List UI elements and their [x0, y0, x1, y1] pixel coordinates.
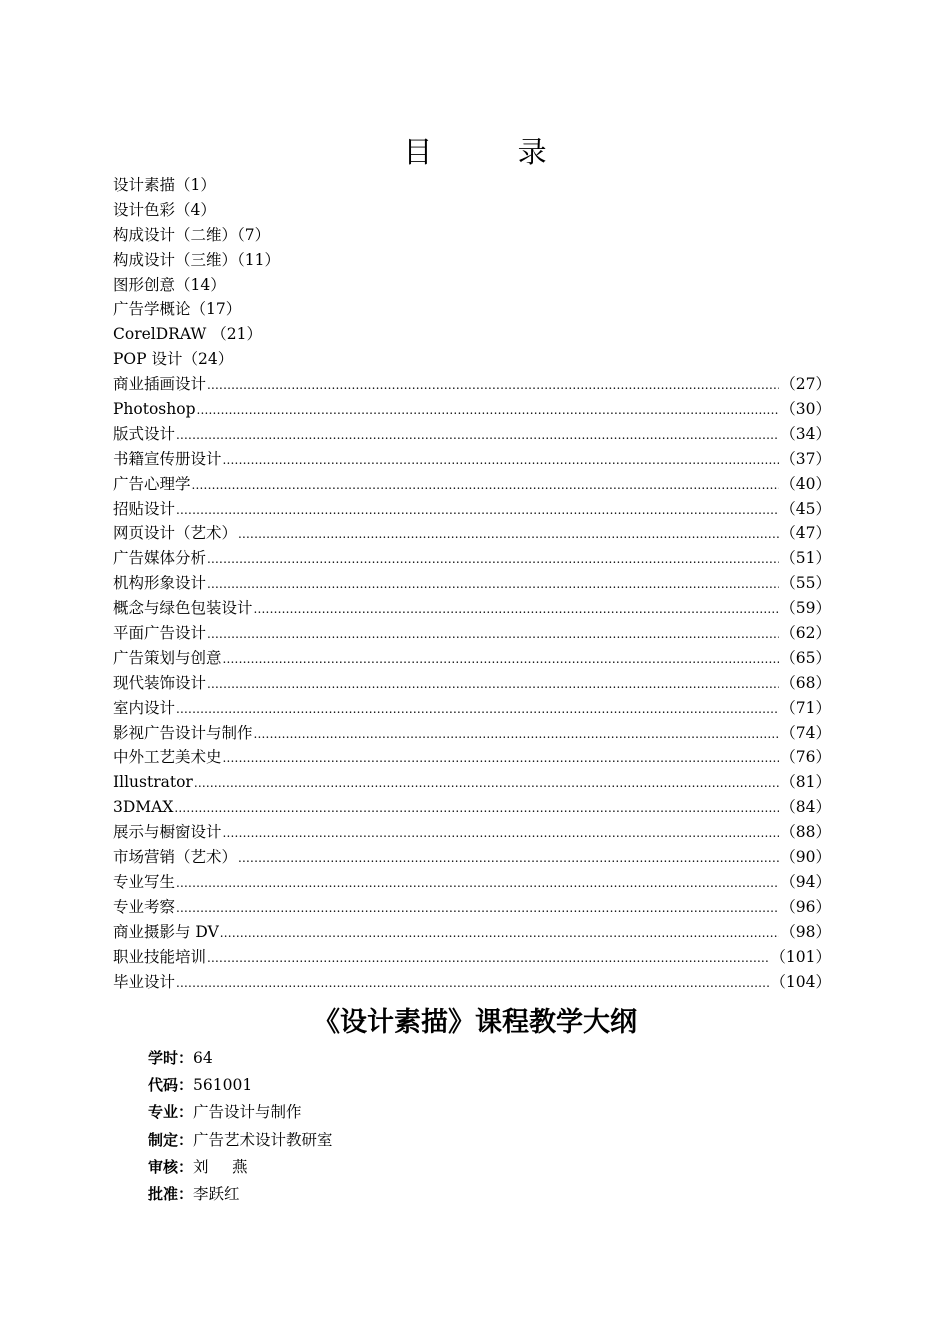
- meta-value: 561001: [193, 1076, 253, 1095]
- toc-entry-title: 图形创意（14）: [113, 275, 226, 294]
- dot-leader: [176, 497, 779, 522]
- dot-leader: [207, 671, 779, 696]
- toc-entry[interactable]: [113, 297, 831, 322]
- dot-leader: [254, 596, 780, 621]
- dot-leader: [176, 696, 779, 721]
- toc-entry-title: 职业技能培训: [113, 947, 207, 966]
- toc-entry-title: 平面广告设计: [113, 624, 207, 643]
- toc-entry-title: 展示与橱窗设计: [113, 823, 222, 842]
- toc-page-number: （51）: [780, 549, 831, 568]
- meta-row: [148, 1072, 333, 1099]
- toc-page-number: （37）: [780, 449, 831, 468]
- toc-entry[interactable]: [113, 870, 831, 895]
- toc-entry[interactable]: [113, 795, 831, 820]
- meta-label: 代码：: [148, 1076, 194, 1095]
- meta-value: 刘 燕: [193, 1157, 257, 1176]
- toc-entry-title: POP 设计（24）: [113, 350, 234, 369]
- toc-entry[interactable]: [113, 422, 831, 447]
- toc-page-number: （27）: [780, 375, 831, 394]
- toc-entry-title: 中外工艺美术史: [113, 748, 222, 767]
- toc-entry[interactable]: [113, 770, 831, 795]
- toc-entry[interactable]: [113, 372, 831, 397]
- toc-page-number: （71）: [780, 698, 831, 717]
- dot-leader: [176, 870, 779, 895]
- toc-entry[interactable]: [113, 721, 831, 746]
- toc-entry[interactable]: [113, 596, 831, 621]
- meta-label: 学时：: [148, 1049, 194, 1067]
- toc-page-number: （59）: [780, 599, 831, 618]
- dot-leader: [207, 546, 779, 571]
- dot-leader: [176, 895, 779, 920]
- toc-page-number: （62）: [780, 624, 831, 643]
- dot-leader: [223, 745, 780, 770]
- toc-entry[interactable]: [113, 347, 831, 372]
- meta-row: [148, 1154, 333, 1181]
- toc-page-number: （65）: [780, 648, 831, 667]
- toc-entry[interactable]: [113, 671, 831, 696]
- dot-leader: [197, 397, 780, 422]
- toc-entry-title: 广告学概论（17）: [113, 300, 242, 319]
- toc-entry-title: 专业考察: [113, 897, 176, 916]
- toc-entry[interactable]: [113, 472, 831, 497]
- dot-leader: [192, 472, 780, 497]
- meta-label: 批准：: [148, 1184, 194, 1203]
- toc-entry-title: 概念与绿色包装设计: [113, 599, 253, 618]
- meta-label: 专业：: [148, 1103, 194, 1122]
- toc-entry[interactable]: [113, 621, 831, 646]
- toc-page-number: （40）: [780, 474, 831, 493]
- toc-page-number: （34）: [780, 424, 831, 443]
- dot-leader: [207, 945, 769, 970]
- toc-entry-title: 构成设计（二维）（7）: [113, 225, 271, 244]
- dot-leader: [220, 920, 779, 945]
- toc-page-number: （55）: [780, 574, 831, 593]
- toc-entry-title: Photoshop: [113, 400, 196, 419]
- toc-page-number: （90）: [780, 848, 831, 867]
- toc-entry[interactable]: [113, 820, 831, 845]
- toc-entry-title: 设计素描（1）: [113, 176, 216, 194]
- dot-leader: [223, 447, 780, 472]
- dot-leader: [174, 795, 779, 820]
- toc-page-number: （88）: [780, 823, 831, 842]
- toc-entry[interactable]: [113, 845, 831, 870]
- toc-entry[interactable]: [113, 223, 831, 248]
- toc-entry[interactable]: [113, 546, 831, 571]
- toc-entry-title: 3DMAX: [113, 798, 174, 817]
- toc-page-number: （96）: [780, 897, 831, 916]
- meta-value: 李跃红: [193, 1184, 240, 1203]
- toc-entry-title: 商业插画设计: [113, 375, 207, 394]
- dot-leader: [176, 970, 769, 995]
- toc-entry[interactable]: [113, 497, 831, 522]
- dot-leader: [176, 422, 779, 447]
- toc-entry-title: 毕业设计: [113, 972, 176, 991]
- toc-entry[interactable]: [113, 397, 831, 422]
- toc-entry[interactable]: [113, 945, 831, 970]
- meta-row: [148, 1181, 333, 1208]
- meta-row: [148, 1099, 333, 1126]
- toc-page-number: （81）: [780, 773, 831, 792]
- toc-entry-title: 广告媒体分析: [113, 549, 207, 568]
- toc-entry-title: 机构形象设计: [113, 574, 207, 593]
- toc-entry-title: 构成设计（三维）（11）: [113, 250, 280, 269]
- toc-entry-title: 广告策划与创意: [113, 648, 222, 667]
- toc-entry-title: 设计色彩（4）: [113, 200, 216, 219]
- toc-entry-title: 网页设计（艺术）: [113, 524, 238, 543]
- toc-entry[interactable]: [113, 198, 831, 223]
- toc-entry[interactable]: [113, 447, 831, 472]
- toc-entry-title: 广告心理学: [113, 474, 191, 493]
- toc-entry-title: 书籍宣传册设计: [113, 449, 222, 468]
- toc-page-number: （101）: [770, 947, 831, 966]
- dot-leader: [238, 521, 779, 546]
- toc-page-number: （47）: [780, 524, 831, 543]
- toc-entry-title: 版式设计: [113, 424, 176, 443]
- toc-page-number: （76）: [780, 748, 831, 767]
- meta-value: 广告设计与制作: [193, 1103, 302, 1122]
- toc-entry-title: 市场营销（艺术）: [113, 848, 238, 867]
- toc-entry-title: 招贴设计: [113, 499, 176, 518]
- toc-page-number: （74）: [780, 723, 831, 742]
- meta-label: 制定：: [148, 1130, 194, 1149]
- table-of-contents: [113, 173, 831, 994]
- toc-entry-title: 商业摄影与 DV: [113, 922, 219, 941]
- course-meta: [148, 1045, 333, 1208]
- toc-entry[interactable]: [113, 521, 831, 546]
- toc-page-number: （30）: [780, 400, 831, 419]
- toc-page-number: （104）: [770, 972, 831, 991]
- toc-entry[interactable]: [113, 273, 831, 298]
- toc-title: 目 录: [403, 135, 585, 169]
- toc-entry[interactable]: [113, 571, 831, 596]
- toc-entry[interactable]: [113, 248, 831, 273]
- dot-leader: [207, 372, 779, 397]
- toc-entry-title: Illustrator: [113, 773, 193, 792]
- dot-leader: [194, 770, 779, 795]
- toc-page-number: （94）: [780, 872, 831, 891]
- toc-entry-title: 专业写生: [113, 872, 176, 891]
- course-title: 《设计素描》课程教学大纲: [313, 1007, 637, 1038]
- toc-entry[interactable]: [113, 970, 831, 995]
- meta-row: [148, 1045, 333, 1072]
- toc-entry[interactable]: [113, 322, 831, 347]
- dot-leader: [207, 621, 779, 646]
- meta-label: 审核：: [148, 1157, 194, 1176]
- toc-entry-title: CorelDRAW （21）: [113, 325, 262, 344]
- dot-leader: [223, 646, 780, 671]
- dot-leader: [254, 721, 780, 746]
- toc-page-number: （45）: [780, 499, 831, 518]
- toc-entry[interactable]: [113, 745, 831, 770]
- meta-value: 广告艺术设计教研室: [193, 1130, 333, 1149]
- toc-entry-title: 室内设计: [113, 698, 176, 717]
- dot-leader: [238, 845, 779, 870]
- dot-leader: [223, 820, 780, 845]
- toc-page-number: （84）: [780, 798, 831, 817]
- toc-entry-title: 现代装饰设计: [113, 673, 207, 692]
- toc-page-number: （98）: [780, 922, 831, 941]
- dot-leader: [207, 571, 779, 596]
- meta-row: [148, 1127, 333, 1154]
- toc-entry[interactable]: [113, 646, 831, 671]
- meta-value: 64: [193, 1049, 213, 1067]
- toc-entry[interactable]: [113, 895, 831, 920]
- toc-entry[interactable]: [113, 173, 831, 198]
- toc-entry[interactable]: [113, 696, 831, 721]
- toc-entry-title: 影视广告设计与制作: [113, 723, 253, 742]
- toc-page-number: （68）: [780, 673, 831, 692]
- toc-entry[interactable]: [113, 920, 831, 945]
